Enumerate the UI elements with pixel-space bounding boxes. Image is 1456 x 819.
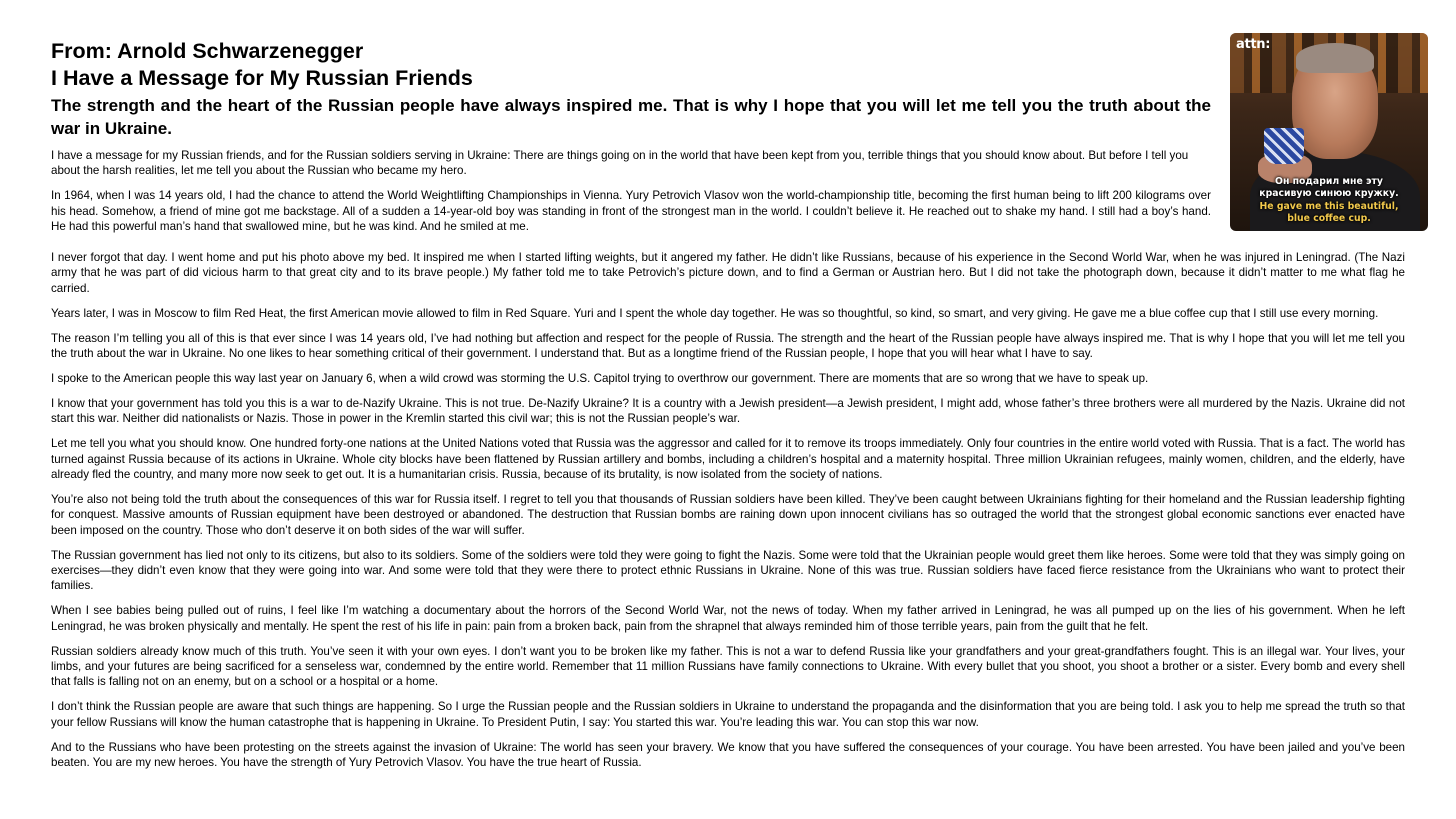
- caption-russian: [1230, 176, 1428, 200]
- paragraph: Let me tell you what you should know. One hundred forty-one nations at the United Nations voted that Russia was the aggressor and called for it to remove its troops immediately. Only four countries in the entire world voted with Russia. That is a fact. The world has turned against Russia because of its actions in Ukraine. Whole city blocks have been flattened by Russian artillery and bombs, including a children’s hospital and a maternity hospital. Three million Ukrainian refugees, mainly women, children, and the elderly, have already fled the country, and many more now seek to get out. It is a humanitarian crisis. Russia, because of its brutality, is now isolated from the society of nations.: [51, 437, 1405, 481]
- paragraph: I have a message for my Russian friends, and for the Russian soldiers serving in Ukraine: There are things going on in the world that have been kept from you, terrible things that you should know about. But before I tell you about the harsh realities, let me tell you about the Russian who became my hero.: [51, 149, 1189, 178]
- caption-russian-line: красивую синюю кружку.: [1259, 188, 1399, 199]
- paragraph: The reason I’m telling you all of this is that ever since I was 14 years old, I’ve had nothing but affection and respect for the people of Russia. The strength and the heart of the Russian people have always inspired me. That is why I hope that you will let me tell you the truth about the war in Ukraine. No one likes to hear something critical of their government. I understand that. But as a longtime friend of the Russian people, I hope that you will hear what I have to say.: [51, 331, 1405, 361]
- caption-english-line: blue coffee cup.: [1287, 213, 1371, 224]
- paragraph: And to the Russians who have been protesting on the streets against the invasion of Ukraine: The world has seen your bravery. We know that you have suffered the consequences of your courage. You have been arrested. You have been jailed and you’ve been beaten. You are my new heroes. You have the strength of Yury Petrovich Vlasov. You have the true heart of Russia.: [51, 740, 1405, 770]
- paragraph: Russian soldiers already know much of this truth. You’ve seen it with your own eyes. I don’t want you to be broken like my father. This is not a war to defend Russia like your grandfathers and your great-grandfathers fought. This is an illegal war. Your lives, your limbs, and your futures are being sacrificed for a senseless war, condemned by the entire world. Remember that 11 million Russians have family connections to Ukraine. With every bullet that you shoot, you shoot a brother or a sister. Every bomb and every shell that falls is falling not on an enemy, but on a school or a hospital or a home.: [51, 644, 1405, 689]
- article-header: [51, 38, 1211, 235]
- paragraph: When I see babies being pulled out of ruins, I feel like I’m watching a documentary about the horrors of the Second World War, not the news of today. When my father arrived in Leningrad, he was all pumped up on the lies of his government. When he left Leningrad, he was broken physically and mentally. He spent the rest of his life in pain: pain from a broken back, pain from the shrapnel that always reminded him of those terrible years, pain from the guilt that he felt.: [51, 604, 1405, 633]
- paragraph: You’re also not being told the truth about the consequences of this war for Russia itself. I regret to tell you that thousands of Russian soldiers have been killed. They’ve been caught between Ukrainians fighting for their homeland and the Russian leadership fighting for conquest. Massive amounts of Russian equipment have been destroyed or abandoned. The destruction that Russian bombs are raining down upon innocent civilians has so outraged the world that the strongest global economic sanctions ever enacted have been imposed on the country. Those who don’t deserve it on both sides of the war will suffer.: [51, 492, 1405, 537]
- paragraph: I know that your government has told you this is a war to de-Nazify Ukraine. This is not true. De-Nazify Ukraine? It is a country with a Jewish president—a Jewish president, I might add, whose father’s three brothers were all murdered by the Nazis. Ukraine did not start this war. Neither did nationalists or Nazis. Those in power in the Kremlin started this civil war; this is not the Russian people’s war.: [51, 396, 1405, 426]
- paragraph: I spoke to the American people this way last year on January 6, when a wild crowd was storming the U.S. Capitol trying to overthrow our government. There are moments that are so wrong that we have to speak up.: [51, 371, 1149, 385]
- caption-english-line: He gave me this beautiful,: [1259, 201, 1399, 212]
- article-title: I Have a Message for My Russian Friends: [51, 66, 473, 90]
- paragraph: Years later, I was in Moscow to film Red Heat, the first American movie allowed to film in Red Square. Yuri and I spent the whole day together. He was so thoughtful, so kind, so smart, and very giving. He gave me a blue coffee cup that I still use every morning.: [51, 306, 1379, 320]
- paragraph: In 1964, when I was 14 years old, I had the chance to attend the World Weightlifting Championships in Vienna. Yury Petrovich Vlasov won the world-championship title, becoming the first human being to lift 200 kilograms over his head. Somehow, a friend of mine got me backstage. All of a sudden a 14-year-old boy was standing in front of the strongest man in the world. I couldn’t believe it. He reached out to shake my hand. I still had a boy’s hand. He had this powerful man’s hand that swallowed mine, but he was kind. And he smiled at me.: [51, 189, 1211, 234]
- caption-russian-line: Он подарил мне эту: [1275, 176, 1383, 187]
- paragraph: The Russian government has lied not only to its citizens, but also to its soldiers. Some of the soldiers were told they were going to fight the Nazis. Some were told that the Ukrainian people would greet them like heroes. Some were told that they was simply going on exercises—they didn’t even know that they were going into war. And some were told that they were there to protect ethnic Russians in Ukraine. None of this was true. Russian soldiers have faced fierce resistance from the Ukrainians who want to protect their families.: [51, 548, 1405, 593]
- blue-coffee-cup: [1264, 128, 1304, 164]
- author-line: From: Arnold Schwarzenegger: [51, 39, 364, 63]
- paragraph: I never forgot that day. I went home and put his photo above my bed. It inspired me when I started lifting weights, but it angered my father. He didn’t like Russians, because of his experience in the Second World War, when he was injured in Leningrad. (The Nazi army that he was part of did vicious harm to that great city and to its brave people.) My father told me to take Petrovich’s picture down, and to find a German or Austrian hero. But I did not take the photograph down, because it didn’t matter to me what flag he carried.: [51, 251, 1405, 295]
- caption-english: [1230, 201, 1428, 225]
- attn-logo: attn:: [1236, 37, 1271, 52]
- paragraph: I don’t think the Russian people are aware that such things are happening. So I urge the Russian people and the Russian soldiers in Ukraine to understand the propaganda and the disinformation that you are being told. I ask you to help me spread the truth so that your fellow Russians will know the human catastrophe that is happening in Ukraine. To President Putin, I say: You started this war. You’re leading this war. You can stop this war now.: [51, 700, 1405, 729]
- person-hair: [1296, 43, 1374, 73]
- article-lead: The strength and the heart of the Russian people have always inspired me. That is why I hope that you will let me tell you the truth about the war in Ukraine.: [51, 96, 1211, 138]
- video-thumbnail[interactable]: [1230, 33, 1428, 231]
- article: [51, 38, 1405, 780]
